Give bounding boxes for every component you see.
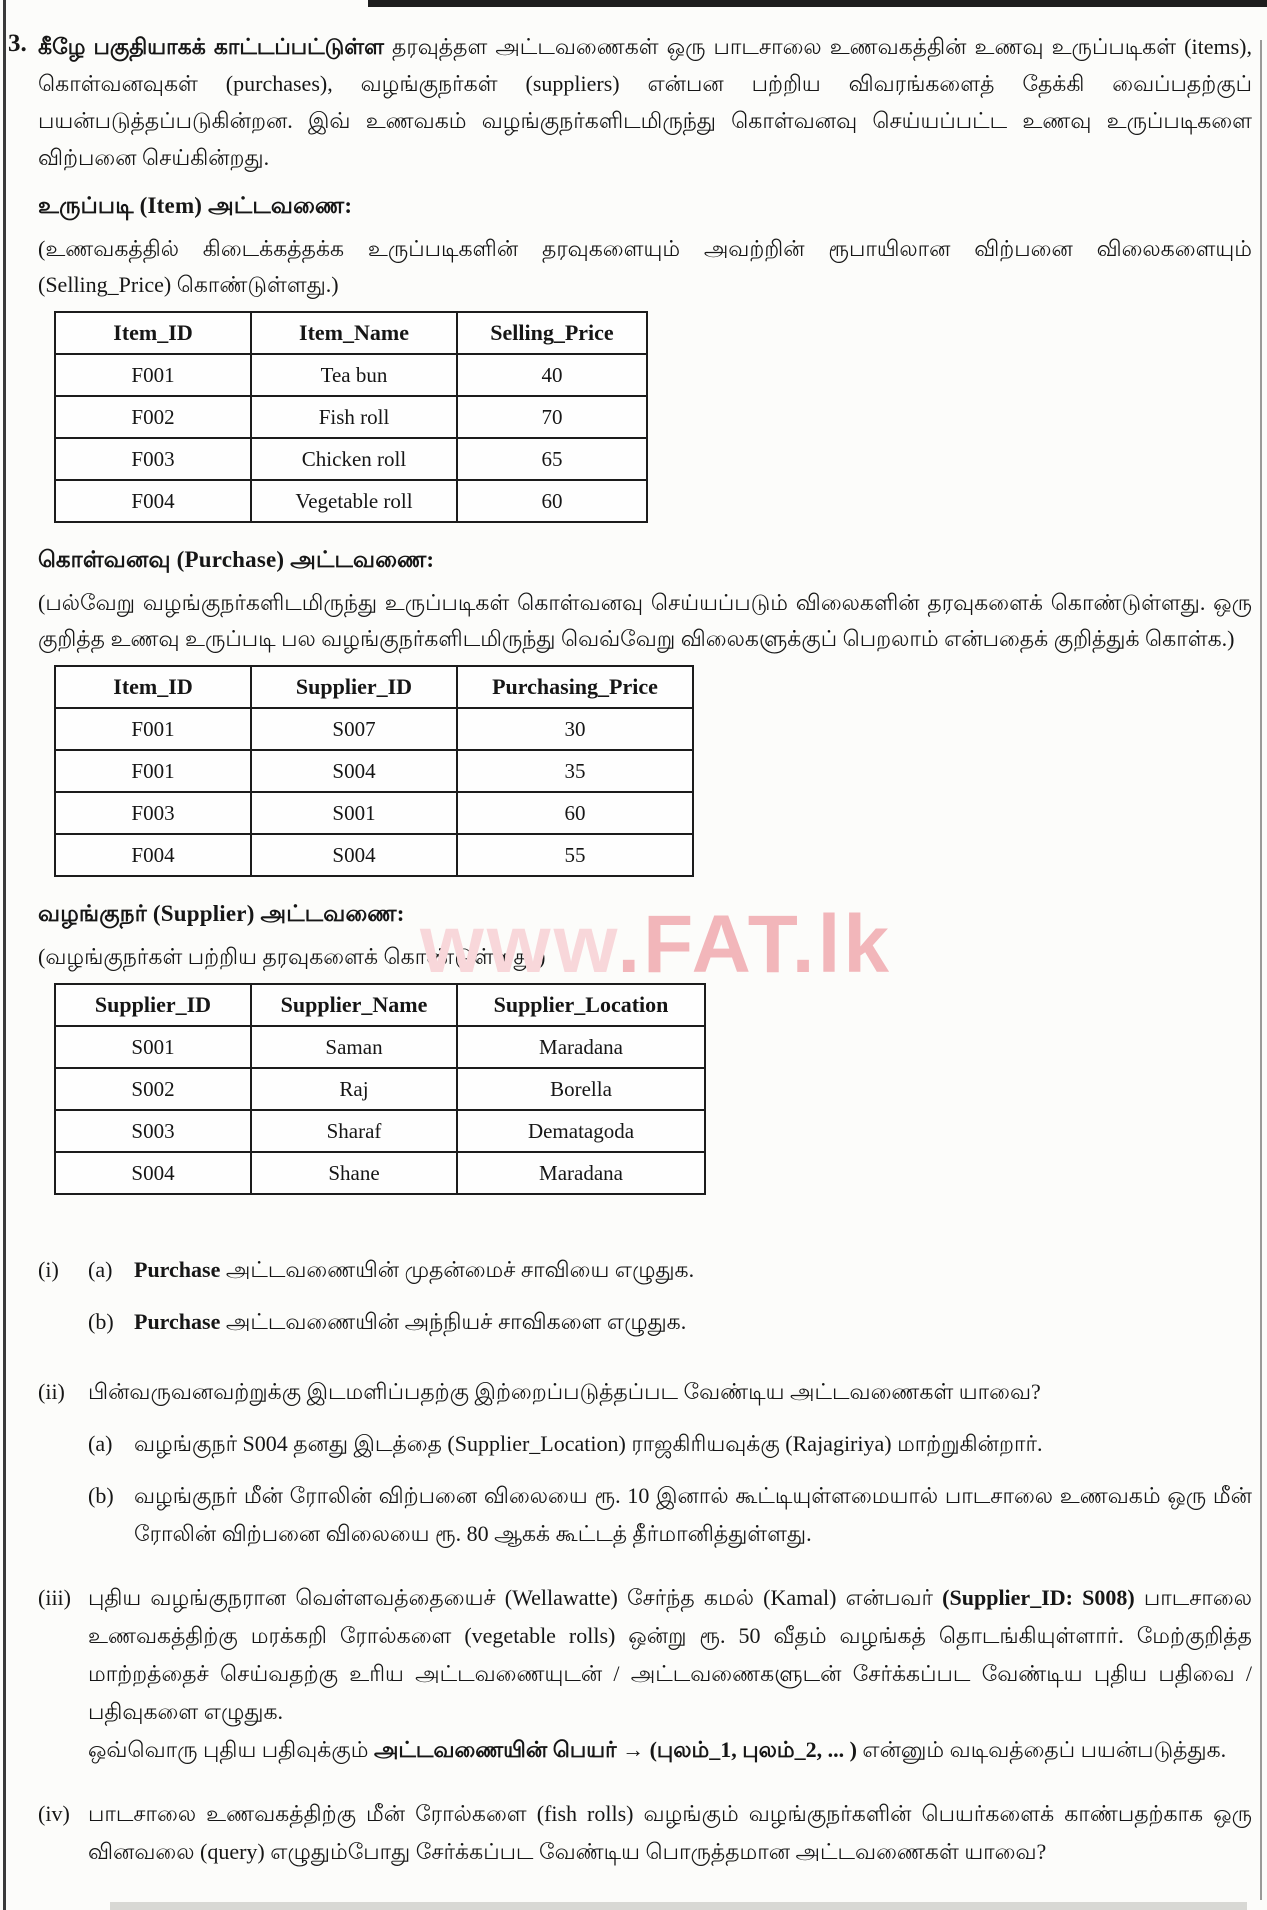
item-section-heading: உருப்படி (Item) அட்டவணை: [38, 193, 353, 218]
item-name-cell: Chicken roll [251, 438, 457, 480]
item-name-cell: Tea bun [251, 354, 457, 396]
scan-bottom-smudge [110, 1902, 1247, 1910]
question-iii-text2: பாடசாலை உணவகத்திற்கு மரக்கறி ரோல்களை (vegetable rolls) ஒன்று ரூ. 50 வீதம் வழங்கத் தொடங்கியுள்ளார். மேற்குறித்த மாற்றத்தைச் செய்வதற்கு உரிய அட்டவணையுடன் / அட்டவணைகளுடன் சேர்க்கப்பட வேண்டிய புதிய பதிவை / பதிவுகளை எழுதுக. [88, 1585, 1252, 1724]
purchasing-price-cell: 60 [457, 792, 693, 834]
item-table-header-row [55, 312, 647, 354]
question-i-b-label: (b) [88, 1309, 114, 1334]
purchase-section-description: (பல்வேறு வழங்குநர்களிடமிருந்து உருப்படிகள் கொள்வனவு செய்யப்படும் விலைகளின் தரவுகளைக் கொண்டுள்ளது. ஒரு குறித்த உணவு உருப்படி பல வழங்குநர்களிடமிருந்து வெவ்வேறு விலைகளுக்குப் பெறலாம் என்பதைக் குறித்துக் கொள்க.) [38, 590, 1252, 651]
watermark-fatlk: .FAT.lk [617, 899, 892, 990]
supplier-id-cell: S001 [55, 1026, 251, 1068]
supplier-id-cell: S004 [251, 834, 457, 876]
table-row [55, 750, 693, 792]
question-iii-part1 [88, 1579, 1252, 1731]
table-row [55, 438, 647, 480]
purchase-table-header: Supplier_ID [251, 666, 457, 708]
question-iv [38, 1795, 1252, 1871]
question-iii-part2 [88, 1731, 1252, 1769]
item-table-header: Selling_Price [457, 312, 647, 354]
purchase-table-header-row [55, 666, 693, 708]
question-i-a-label: (a) [88, 1257, 113, 1282]
table-row [55, 1026, 705, 1068]
supplier-id-cell: S001 [251, 792, 457, 834]
question-i-b-text [134, 1303, 1252, 1341]
question-ii-text: பின்வருவனவற்றுக்கு இடமளிப்பதற்கு இற்றைப்படுத்தப்பட வேண்டிய அட்டவணைகள் யாவை? [88, 1379, 1041, 1404]
page-right-border [1260, 40, 1262, 1900]
question-number: 3. [8, 30, 27, 57]
supplier-location-cell: Borella [457, 1068, 705, 1110]
purchasing-price-cell: 30 [457, 708, 693, 750]
supplier-section-description: (வழங்குநர்கள் பற்றிய தரவுகளைக் கொண்டுள்ளது.) [38, 944, 546, 969]
item-id-cell: F001 [55, 354, 251, 396]
supplier-id-cell: S004 [55, 1152, 251, 1194]
table-row [55, 1152, 705, 1194]
purchase-section-heading: கொள்வனவு (Purchase) அட்டவணை: [38, 547, 435, 572]
supplier-location-cell: Dematagoda [457, 1110, 705, 1152]
supplier-id-cell: S002 [55, 1068, 251, 1110]
page-left-border [3, 0, 6, 1910]
purchasing-price-cell: 35 [457, 750, 693, 792]
question-ii-a [88, 1425, 1252, 1463]
question-ii-b-label: (b) [88, 1483, 114, 1508]
table-row [55, 834, 693, 876]
question-iv-label: (iv) [38, 1801, 70, 1826]
selling-price-cell: 60 [457, 480, 647, 522]
supplier-section-heading: வழங்குநர் (Supplier) அட்டவணை: [38, 901, 405, 926]
question-i-label: (i) [38, 1257, 59, 1282]
supplier-table-header-row [55, 984, 705, 1026]
item-id-cell: F004 [55, 834, 251, 876]
question-i-b-rest: அட்டவணையின் அந்நியச் சாவிகளை எழுதுக. [220, 1309, 687, 1334]
question-ii [38, 1373, 1252, 1411]
supplier-id-cell: S004 [251, 750, 457, 792]
question-i-b [38, 1303, 1252, 1341]
supplier-id-s008-bold: (Supplier_ID: S008) [942, 1585, 1135, 1610]
table-row [55, 480, 647, 522]
supplier-location-cell: Maradana [457, 1152, 705, 1194]
selling-price-cell: 70 [457, 396, 647, 438]
question-iii-label: (iii) [38, 1585, 71, 1610]
question-ii-b [88, 1477, 1252, 1553]
selling-price-cell: 65 [457, 438, 647, 480]
intro-rest-text: தரவுத்தள அட்டவணைகள் ஒரு பாடசாலை உணவகத்தின் உணவு உருப்படிகள் (items), கொள்வனவுகள் (purchases), வழங்குநர்கள் (suppliers) என்பன பற்றிய விவரங்களைத் தேக்கி வைப்பதற்குப் பயன்படுத்தப்படுகின்றன. இவ் உணவகம் வழங்குநர்களிடமிருந்து கொள்வனவு செய்யப்பட்ட உணவு உருப்படிகளை விற்பனை செய்கின்றது. [38, 34, 1252, 170]
selling-price-cell: 40 [457, 354, 647, 396]
table-row [55, 396, 647, 438]
question-i-a-text [134, 1251, 1252, 1289]
item-id-cell: F002 [55, 396, 251, 438]
question-ii-a-label: (a) [88, 1431, 113, 1456]
question-iii [38, 1579, 1252, 1769]
table-row [55, 1068, 705, 1110]
question-i-a-rest: அட்டவணையின் முதன்மைச் சாவியை எழுதுக. [220, 1257, 695, 1282]
purchasing-price-cell: 55 [457, 834, 693, 876]
table-row [55, 354, 647, 396]
question-iv-text: பாடசாலை உணவகத்திற்கு மீன் ரோல்களை (fish rolls) வழங்கும் வழங்குநர்களின் பெயர்களைக் காண்பதற்காக ஒரு வினவலை (query) எழுதும்போது சேர்க்கப்பட வேண்டிய பொருத்தமான அட்டவணைகள் யாவை? [88, 1801, 1252, 1864]
item-section-description: (உணவகத்தில் கிடைக்கத்தக்க உருப்படிகளின் தரவுகளையும் அவற்றின் ரூபாயிலான விற்பனை விலைகளையும் (Selling_Price) கொண்டுள்ளது.) [38, 236, 1252, 297]
question-intro-paragraph [38, 28, 1252, 176]
supplier-table-header: Supplier_ID [55, 984, 251, 1026]
record-format-bold: அட்டவணையின் பெயர் → (புலம்_1, புலம்_2, ... ) [373, 1737, 857, 1762]
supplier-name-cell: Raj [251, 1068, 457, 1110]
item-table [54, 311, 648, 523]
table-row [55, 1110, 705, 1152]
question-iii-text [88, 1579, 1252, 1769]
item-table-header: Item_Name [251, 312, 457, 354]
question-iii-text1: புதிய வழங்குநரான வெள்ளவத்தையைச் (Wellawatte) சேர்ந்த கமல் (Kamal) என்பவர் [88, 1585, 943, 1610]
table-row [55, 792, 693, 834]
watermark-www: www [420, 899, 618, 990]
question-ii-label: (ii) [38, 1379, 65, 1404]
item-table-header: Item_ID [55, 312, 251, 354]
supplier-id-cell: S007 [251, 708, 457, 750]
item-id-cell: F001 [55, 708, 251, 750]
question-iii-text3-pre: ஒவ்வொரு புதிய பதிவுக்கும் [88, 1737, 374, 1762]
purchase-table [54, 665, 694, 877]
supplier-location-cell: Maradana [457, 1026, 705, 1068]
item-id-cell: F004 [55, 480, 251, 522]
intro-bold-text: கீழே பகுதியாகக் காட்டப்பட்டுள்ள [38, 34, 384, 59]
question-i-a [38, 1251, 1252, 1289]
question-ii-a-text: வழங்குநர் S004 தனது இடத்தை (Supplier_Location) ராஜகிரியவுக்கு (Rajagiriya) மாற்றுகின்றார். [134, 1431, 1043, 1456]
supplier-name-cell: Sharaf [251, 1110, 457, 1152]
supplier-table-header: Supplier_Name [251, 984, 457, 1026]
item-name-cell: Vegetable roll [251, 480, 457, 522]
table-row [55, 708, 693, 750]
supplier-id-cell: S003 [55, 1110, 251, 1152]
question-iii-text3-post: என்னும் வடிவத்தைப் பயன்படுத்துக. [856, 1737, 1227, 1762]
question-ii-b-text: வழங்குநர் மீன் ரோலின் விற்பனை விலையை ரூ. 10 இனால் கூட்டியுள்ளமையால் பாடசாலை உணவகம் ஒரு மீன் ரோலின் விற்பனை விலையை ரூ. 80 ஆகக் கூட்டத் தீர்மானித்துள்ளது. [134, 1483, 1252, 1546]
purchase-keyword: Purchase [134, 1309, 221, 1334]
supplier-name-cell: Shane [251, 1152, 457, 1194]
item-id-cell: F001 [55, 750, 251, 792]
item-id-cell: F003 [55, 438, 251, 480]
question-content [38, 28, 1252, 1871]
sub-questions [38, 1251, 1252, 1871]
purchase-table-header: Purchasing_Price [457, 666, 693, 708]
item-name-cell: Fish roll [251, 396, 457, 438]
supplier-table [54, 983, 706, 1195]
item-id-cell: F003 [55, 792, 251, 834]
purchase-table-header: Item_ID [55, 666, 251, 708]
scan-top-bar [368, 0, 1267, 7]
supplier-table-header: Supplier_Location [457, 984, 705, 1026]
purchase-keyword: Purchase [134, 1257, 221, 1282]
supplier-name-cell: Saman [251, 1026, 457, 1068]
